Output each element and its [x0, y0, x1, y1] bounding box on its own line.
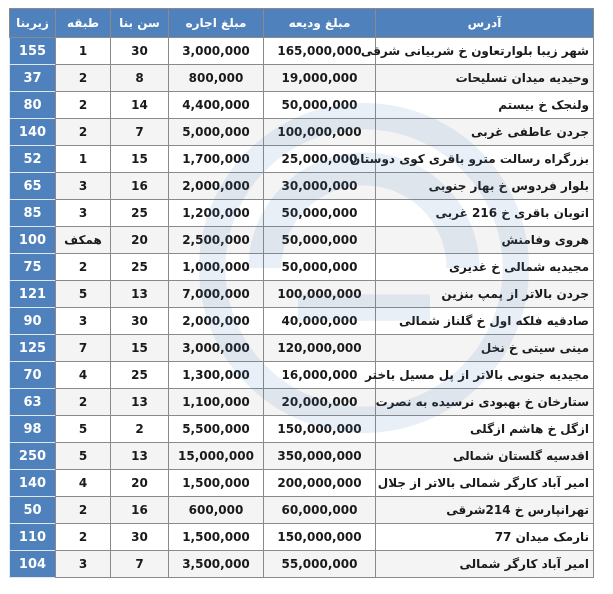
cell-building-age: 20 [111, 470, 169, 497]
cell-area: 110 [10, 524, 56, 551]
cell-rent: 3,000,000 [169, 335, 264, 362]
cell-rent: 600,000 [169, 497, 264, 524]
cell-area: 52 [10, 146, 56, 173]
cell-area: 80 [10, 92, 56, 119]
cell-deposit: 50,000,000 [264, 227, 376, 254]
cell-deposit: 19,000,000 [264, 65, 376, 92]
cell-deposit: 40,000,000 [264, 308, 376, 335]
cell-address: شهر زیبا بلوارتعاون خ شربیانی شرقی [376, 38, 594, 65]
cell-area: 63 [10, 389, 56, 416]
cell-deposit: 50,000,000 [264, 200, 376, 227]
cell-rent: 5,500,000 [169, 416, 264, 443]
cell-rent: 1,100,000 [169, 389, 264, 416]
header-floor: طبقه [56, 9, 111, 38]
cell-rent: 1,500,000 [169, 524, 264, 551]
cell-address: نارمک میدان 77 [376, 524, 594, 551]
cell-address: اقدسیه گلستان شمالی [376, 443, 594, 470]
cell-deposit: 350,000,000 [264, 443, 376, 470]
cell-deposit: 50,000,000 [264, 92, 376, 119]
cell-floor: 2 [56, 119, 111, 146]
cell-building-age: 25 [111, 200, 169, 227]
table-row [10, 119, 594, 146]
header-age: سن بنا [111, 9, 169, 38]
cell-floor: همکف [56, 227, 111, 254]
cell-floor: 2 [56, 497, 111, 524]
cell-floor: 2 [56, 92, 111, 119]
cell-area: 75 [10, 254, 56, 281]
cell-area: 85 [10, 200, 56, 227]
cell-address: مجیدیه شمالی خ غدیری [376, 254, 594, 281]
cell-area: 250 [10, 443, 56, 470]
cell-floor: 3 [56, 551, 111, 578]
table-row [10, 254, 594, 281]
cell-floor: 1 [56, 146, 111, 173]
cell-deposit: 20,000,000 [264, 389, 376, 416]
cell-floor: 7 [56, 335, 111, 362]
cell-rent: 4,400,000 [169, 92, 264, 119]
rental-listings-table [9, 8, 594, 578]
cell-area: 155 [10, 38, 56, 65]
table-row [10, 281, 594, 308]
cell-address: ستارخان خ بهبودی نرسیده به نصرت [376, 389, 594, 416]
cell-building-age: 8 [111, 65, 169, 92]
cell-area: 37 [10, 65, 56, 92]
cell-address: ولنجک خ بیستم [376, 92, 594, 119]
table-row [10, 173, 594, 200]
cell-floor: 3 [56, 200, 111, 227]
cell-deposit: 100,000,000 [264, 119, 376, 146]
cell-rent: 1,300,000 [169, 362, 264, 389]
table-row [10, 146, 594, 173]
table-row [10, 227, 594, 254]
cell-building-age: 15 [111, 146, 169, 173]
cell-address: مینی سیتی خ نخل [376, 335, 594, 362]
cell-floor: 3 [56, 308, 111, 335]
cell-rent: 1,000,000 [169, 254, 264, 281]
table-row [10, 443, 594, 470]
cell-address: بلوار فردوس خ بهار جنوبی [376, 173, 594, 200]
cell-building-age: 13 [111, 281, 169, 308]
cell-floor: 5 [56, 416, 111, 443]
table-row [10, 551, 594, 578]
table-row [10, 200, 594, 227]
cell-floor: 4 [56, 362, 111, 389]
cell-area: 65 [10, 173, 56, 200]
cell-area: 50 [10, 497, 56, 524]
cell-floor: 4 [56, 470, 111, 497]
header-rent: مبلغ اجاره [169, 9, 264, 38]
cell-address: صادقیه فلکه اول خ گلناز شمالی [376, 308, 594, 335]
cell-floor: 2 [56, 254, 111, 281]
table-row [10, 497, 594, 524]
header-area: زیربنا [10, 9, 56, 38]
cell-rent: 3,000,000 [169, 38, 264, 65]
cell-building-age: 15 [111, 335, 169, 362]
cell-floor: 1 [56, 38, 111, 65]
cell-deposit: 120,000,000 [264, 335, 376, 362]
cell-building-age: 7 [111, 119, 169, 146]
cell-area: 125 [10, 335, 56, 362]
cell-address: بزرگراه رسالت مترو باقری کوی دوستان [376, 146, 594, 173]
header-address: آدرس [376, 9, 594, 38]
cell-building-age: 30 [111, 38, 169, 65]
table-header-row [10, 9, 594, 38]
cell-address: جردن بالاتر از پمپ بنزین [376, 281, 594, 308]
cell-address: تهرانپارس خ 214شرقی [376, 497, 594, 524]
cell-deposit: 60,000,000 [264, 497, 376, 524]
cell-building-age: 25 [111, 254, 169, 281]
table-row [10, 470, 594, 497]
cell-rent: 7,000,000 [169, 281, 264, 308]
cell-area: 70 [10, 362, 56, 389]
cell-floor: 2 [56, 65, 111, 92]
cell-rent: 1,700,000 [169, 146, 264, 173]
cell-deposit: 25,000,000 [264, 146, 376, 173]
cell-area: 100 [10, 227, 56, 254]
cell-area: 90 [10, 308, 56, 335]
rental-table-container [9, 8, 593, 573]
cell-address: اتوبان باقری خ 216 غربی [376, 200, 594, 227]
cell-floor: 5 [56, 443, 111, 470]
cell-address: مجیدیه جنوبی بالاتر از پل مسیل باختر [376, 362, 594, 389]
cell-floor: 5 [56, 281, 111, 308]
cell-deposit: 150,000,000 [264, 524, 376, 551]
cell-rent: 3,500,000 [169, 551, 264, 578]
cell-deposit: 150,000,000 [264, 416, 376, 443]
cell-deposit: 30,000,000 [264, 173, 376, 200]
table-row [10, 524, 594, 551]
cell-deposit: 200,000,000 [264, 470, 376, 497]
cell-address: هروی وفامنش [376, 227, 594, 254]
cell-deposit: 50,000,000 [264, 254, 376, 281]
table-row [10, 38, 594, 65]
table-row [10, 308, 594, 335]
cell-building-age: 14 [111, 92, 169, 119]
cell-address: وحیدیه میدان تسلیحات [376, 65, 594, 92]
cell-building-age: 2 [111, 416, 169, 443]
cell-rent: 5,000,000 [169, 119, 264, 146]
cell-rent: 2,000,000 [169, 308, 264, 335]
table-row [10, 92, 594, 119]
cell-floor: 3 [56, 173, 111, 200]
cell-rent: 2,500,000 [169, 227, 264, 254]
cell-address: امیر آباد کارگر شمالی بالاتر از جلال [376, 470, 594, 497]
cell-building-age: 16 [111, 173, 169, 200]
cell-rent: 800,000 [169, 65, 264, 92]
cell-building-age: 30 [111, 308, 169, 335]
table-row [10, 416, 594, 443]
cell-floor: 2 [56, 524, 111, 551]
table-row [10, 65, 594, 92]
cell-area: 104 [10, 551, 56, 578]
cell-address: امیر آباد کارگر شمالی [376, 551, 594, 578]
cell-floor: 2 [56, 389, 111, 416]
cell-rent: 1,200,000 [169, 200, 264, 227]
cell-building-age: 16 [111, 497, 169, 524]
header-deposit: مبلغ ودیعه [264, 9, 376, 38]
cell-address: جردن عاطفی غربی [376, 119, 594, 146]
cell-building-age: 13 [111, 443, 169, 470]
cell-area: 98 [10, 416, 56, 443]
cell-building-age: 20 [111, 227, 169, 254]
cell-deposit: 16,000,000 [264, 362, 376, 389]
cell-address: ازگل خ هاشم ازگلی [376, 416, 594, 443]
cell-area: 140 [10, 470, 56, 497]
cell-building-age: 13 [111, 389, 169, 416]
cell-building-age: 7 [111, 551, 169, 578]
cell-area: 121 [10, 281, 56, 308]
cell-rent: 2,000,000 [169, 173, 264, 200]
cell-deposit: 55,000,000 [264, 551, 376, 578]
table-row [10, 335, 594, 362]
cell-rent: 1,500,000 [169, 470, 264, 497]
cell-building-age: 25 [111, 362, 169, 389]
table-row [10, 389, 594, 416]
table-row [10, 362, 594, 389]
cell-building-age: 30 [111, 524, 169, 551]
cell-rent: 15,000,000 [169, 443, 264, 470]
cell-deposit: 165,000,000 [264, 38, 376, 65]
cell-area: 140 [10, 119, 56, 146]
cell-deposit: 100,000,000 [264, 281, 376, 308]
